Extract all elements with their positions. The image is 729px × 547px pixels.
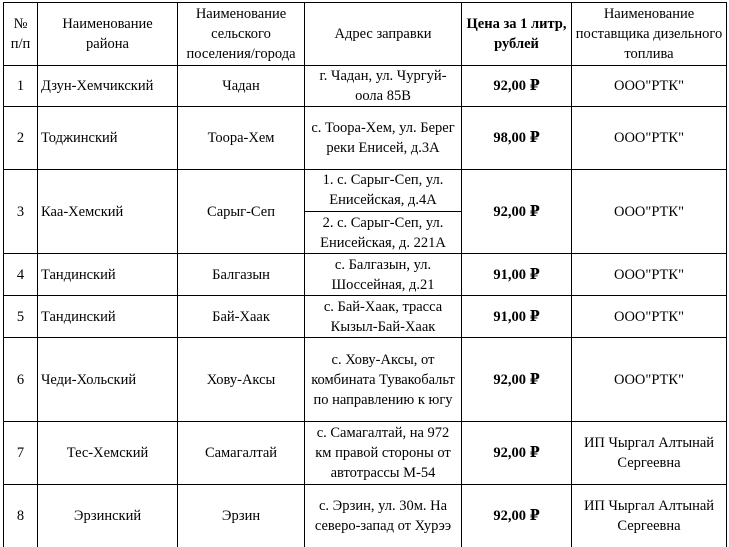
row-address bbox=[305, 170, 462, 254]
row-num: 5 bbox=[4, 296, 38, 338]
row-supplier: ИП Чыргал Алтынай Сергеевна bbox=[572, 422, 727, 485]
row-num: 1 bbox=[4, 66, 38, 107]
header-district: Наименование района bbox=[38, 3, 178, 66]
row-address: с. Балгазын, ул. Шоссейная, д.21 bbox=[305, 254, 462, 296]
row-price: 92,00 ₽ bbox=[462, 66, 572, 107]
row-district: Тандинский bbox=[38, 254, 178, 296]
row-district: Тоджинский bbox=[38, 107, 178, 170]
row-num: 7 bbox=[4, 422, 38, 485]
header-price: Цена за 1 литр, рублей bbox=[462, 3, 572, 66]
row-address: с. Тоора-Хем, ул. Берег реки Енисей, д.3А bbox=[305, 107, 462, 170]
row-price: 92,00 ₽ bbox=[462, 170, 572, 254]
row-price: 92,00 ₽ bbox=[462, 422, 572, 485]
table-row bbox=[4, 485, 727, 547]
row-settlement: Эрзин bbox=[178, 485, 305, 547]
table-row bbox=[4, 254, 727, 296]
table-row bbox=[4, 422, 727, 485]
table-header-row bbox=[4, 3, 727, 66]
row-num: 6 bbox=[4, 338, 38, 422]
row-price: 91,00 ₽ bbox=[462, 296, 572, 338]
row-address-1: 1. с. Сарыг-Сеп, ул. Енисейская, д.4А bbox=[305, 170, 461, 212]
row-supplier: ООО"РТК" bbox=[572, 338, 727, 422]
table-row bbox=[4, 296, 727, 338]
row-price: 98,00 ₽ bbox=[462, 107, 572, 170]
row-district: Дзун-Хемчикский bbox=[38, 66, 178, 107]
row-num: 3 bbox=[4, 170, 38, 254]
row-district: Эрзинский bbox=[38, 485, 178, 547]
row-settlement: Бай-Хаак bbox=[178, 296, 305, 338]
header-address: Адрес заправки bbox=[305, 3, 462, 66]
row-district: Чеди-Хольский bbox=[38, 338, 178, 422]
row-district: Каа-Хемский bbox=[38, 170, 178, 254]
row-supplier: ООО"РТК" bbox=[572, 107, 727, 170]
row-address: с. Хову-Аксы, от комбината Тувакобальт по направлению к югу bbox=[305, 338, 462, 422]
row-supplier: ИП Чыргал Алтынай Сергеевна bbox=[572, 485, 727, 547]
row-settlement: Хову-Аксы bbox=[178, 338, 305, 422]
row-address-2: 2. с. Сарыг-Сеп, ул. Енисейская, д. 221А bbox=[320, 215, 446, 251]
table-row bbox=[4, 107, 727, 170]
row-num: 8 bbox=[4, 485, 38, 547]
header-num: № п/п bbox=[4, 3, 38, 66]
row-supplier: ООО"РТК" bbox=[572, 254, 727, 296]
row-district: Тес-Хемский bbox=[38, 422, 178, 485]
row-num: 2 bbox=[4, 107, 38, 170]
row-settlement: Балгазын bbox=[178, 254, 305, 296]
row-settlement: Сарыг-Сеп bbox=[178, 170, 305, 254]
row-num: 4 bbox=[4, 254, 38, 296]
row-settlement: Самагалтай bbox=[178, 422, 305, 485]
row-price: 92,00 ₽ bbox=[462, 485, 572, 547]
row-price: 92,00 ₽ bbox=[462, 338, 572, 422]
header-settlement: Наименование сельского поселения/города bbox=[178, 3, 305, 66]
row-address: с. Самагалтай, на 972 км правой стороны от автотрассы М-54 bbox=[305, 422, 462, 485]
table-row bbox=[4, 338, 727, 422]
row-settlement: Чадан bbox=[178, 66, 305, 107]
row-supplier: ООО"РТК" bbox=[572, 296, 727, 338]
table-row bbox=[4, 170, 727, 254]
row-supplier: ООО"РТК" bbox=[572, 66, 727, 107]
row-address: г. Чадан, ул. Чургуй-оола 85В bbox=[305, 66, 462, 107]
row-address: с. Бай-Хаак, трасса Кызыл-Бай-Хаак bbox=[305, 296, 462, 338]
row-settlement: Тоора-Хем bbox=[178, 107, 305, 170]
table-row bbox=[4, 66, 727, 107]
row-price: 91,00 ₽ bbox=[462, 254, 572, 296]
row-district: Тандинский bbox=[38, 296, 178, 338]
row-address: с. Эрзин, ул. 30м. На северо-запад от Хурээ bbox=[305, 485, 462, 547]
fuel-price-table bbox=[3, 2, 727, 547]
header-supplier: Наименование поставщика дизельного топлива bbox=[572, 3, 727, 66]
row-supplier: ООО"РТК" bbox=[572, 170, 727, 254]
